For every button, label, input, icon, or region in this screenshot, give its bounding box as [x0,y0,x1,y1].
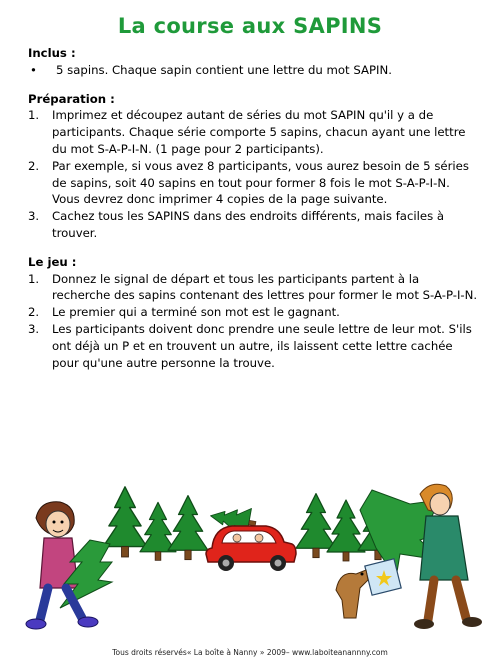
preparation-step [28,107,480,157]
step-number: 3. [28,209,40,224]
document-title: La course aux SAPINS [117,14,383,38]
document-body [28,45,480,371]
step-number: 2. [28,305,40,320]
pine-tree-icon [140,502,176,560]
step-text: Imprimez et découpez autant de séries du mot SAPIN qu'il y a de participants. Chaque série comporte 5 sapins, chacun ayant une lettre du mot S-A-P-I-N. (1 page pour 2 participants). [52,108,466,156]
copyright-footer: Tous droits réservés« La boîte à Nanny » 2009– www.laboiteanannny.com [112,648,388,657]
inclus-heading: Inclus : [28,46,76,60]
inclus-item: • 5 sapins. Chaque sapin contient une lettre du mot SAPIN. [28,62,480,79]
step-text: Donnez le signal de départ et tous les participants partent à la recherche des sapins contenant des lettres pour former le mot S-A-P-I-N. [52,271,478,303]
step-number: 1. [28,108,40,123]
step-number: 2. [28,158,40,173]
step-text: Le premier qui a terminé son mot est le gagnant. [52,305,340,320]
preparation-steps [28,107,480,241]
jeu-step [28,271,480,305]
pine-tree-icon [103,487,147,557]
step-text: Les participants doivent donc prendre une seule lettre de leur mot. S'ils ont déjà un P et en trouvent un autre, ils laissent cette lettre cachée pour qu'une autre personne la trouve. [52,321,472,370]
step-text: Cachez tous les SAPINS dans des endroits différents, mais faciles à trouver. [52,209,445,240]
pine-tree-icon [327,500,365,561]
inclus-list [28,62,480,79]
jeu-heading: Le jeu : [28,254,77,269]
step-number: 3. [28,321,40,336]
woman-with-tree-and-dog-icon [336,484,482,629]
girl-with-tree-icon [26,502,112,629]
red-car-icon [206,502,296,571]
preparation-heading: Préparation : [28,91,115,106]
step-number: 1. [28,271,40,286]
jeu-step [28,304,480,321]
jeu-steps [28,271,480,372]
preparation-step [28,158,480,208]
illustration [0,470,500,640]
preparation-step [28,208,480,242]
jeu-step [28,321,480,371]
step-text: Par exemple, si vous avez 8 participants, vous aurez besoin de 5 séries de sapins, soit 40 sapins en tout pour former 8 fois le mot S-A-P-I-N. Vous devrez donc imprimer 4 copies de la page suivante. [52,158,469,207]
pine-tree-icon [168,496,208,560]
